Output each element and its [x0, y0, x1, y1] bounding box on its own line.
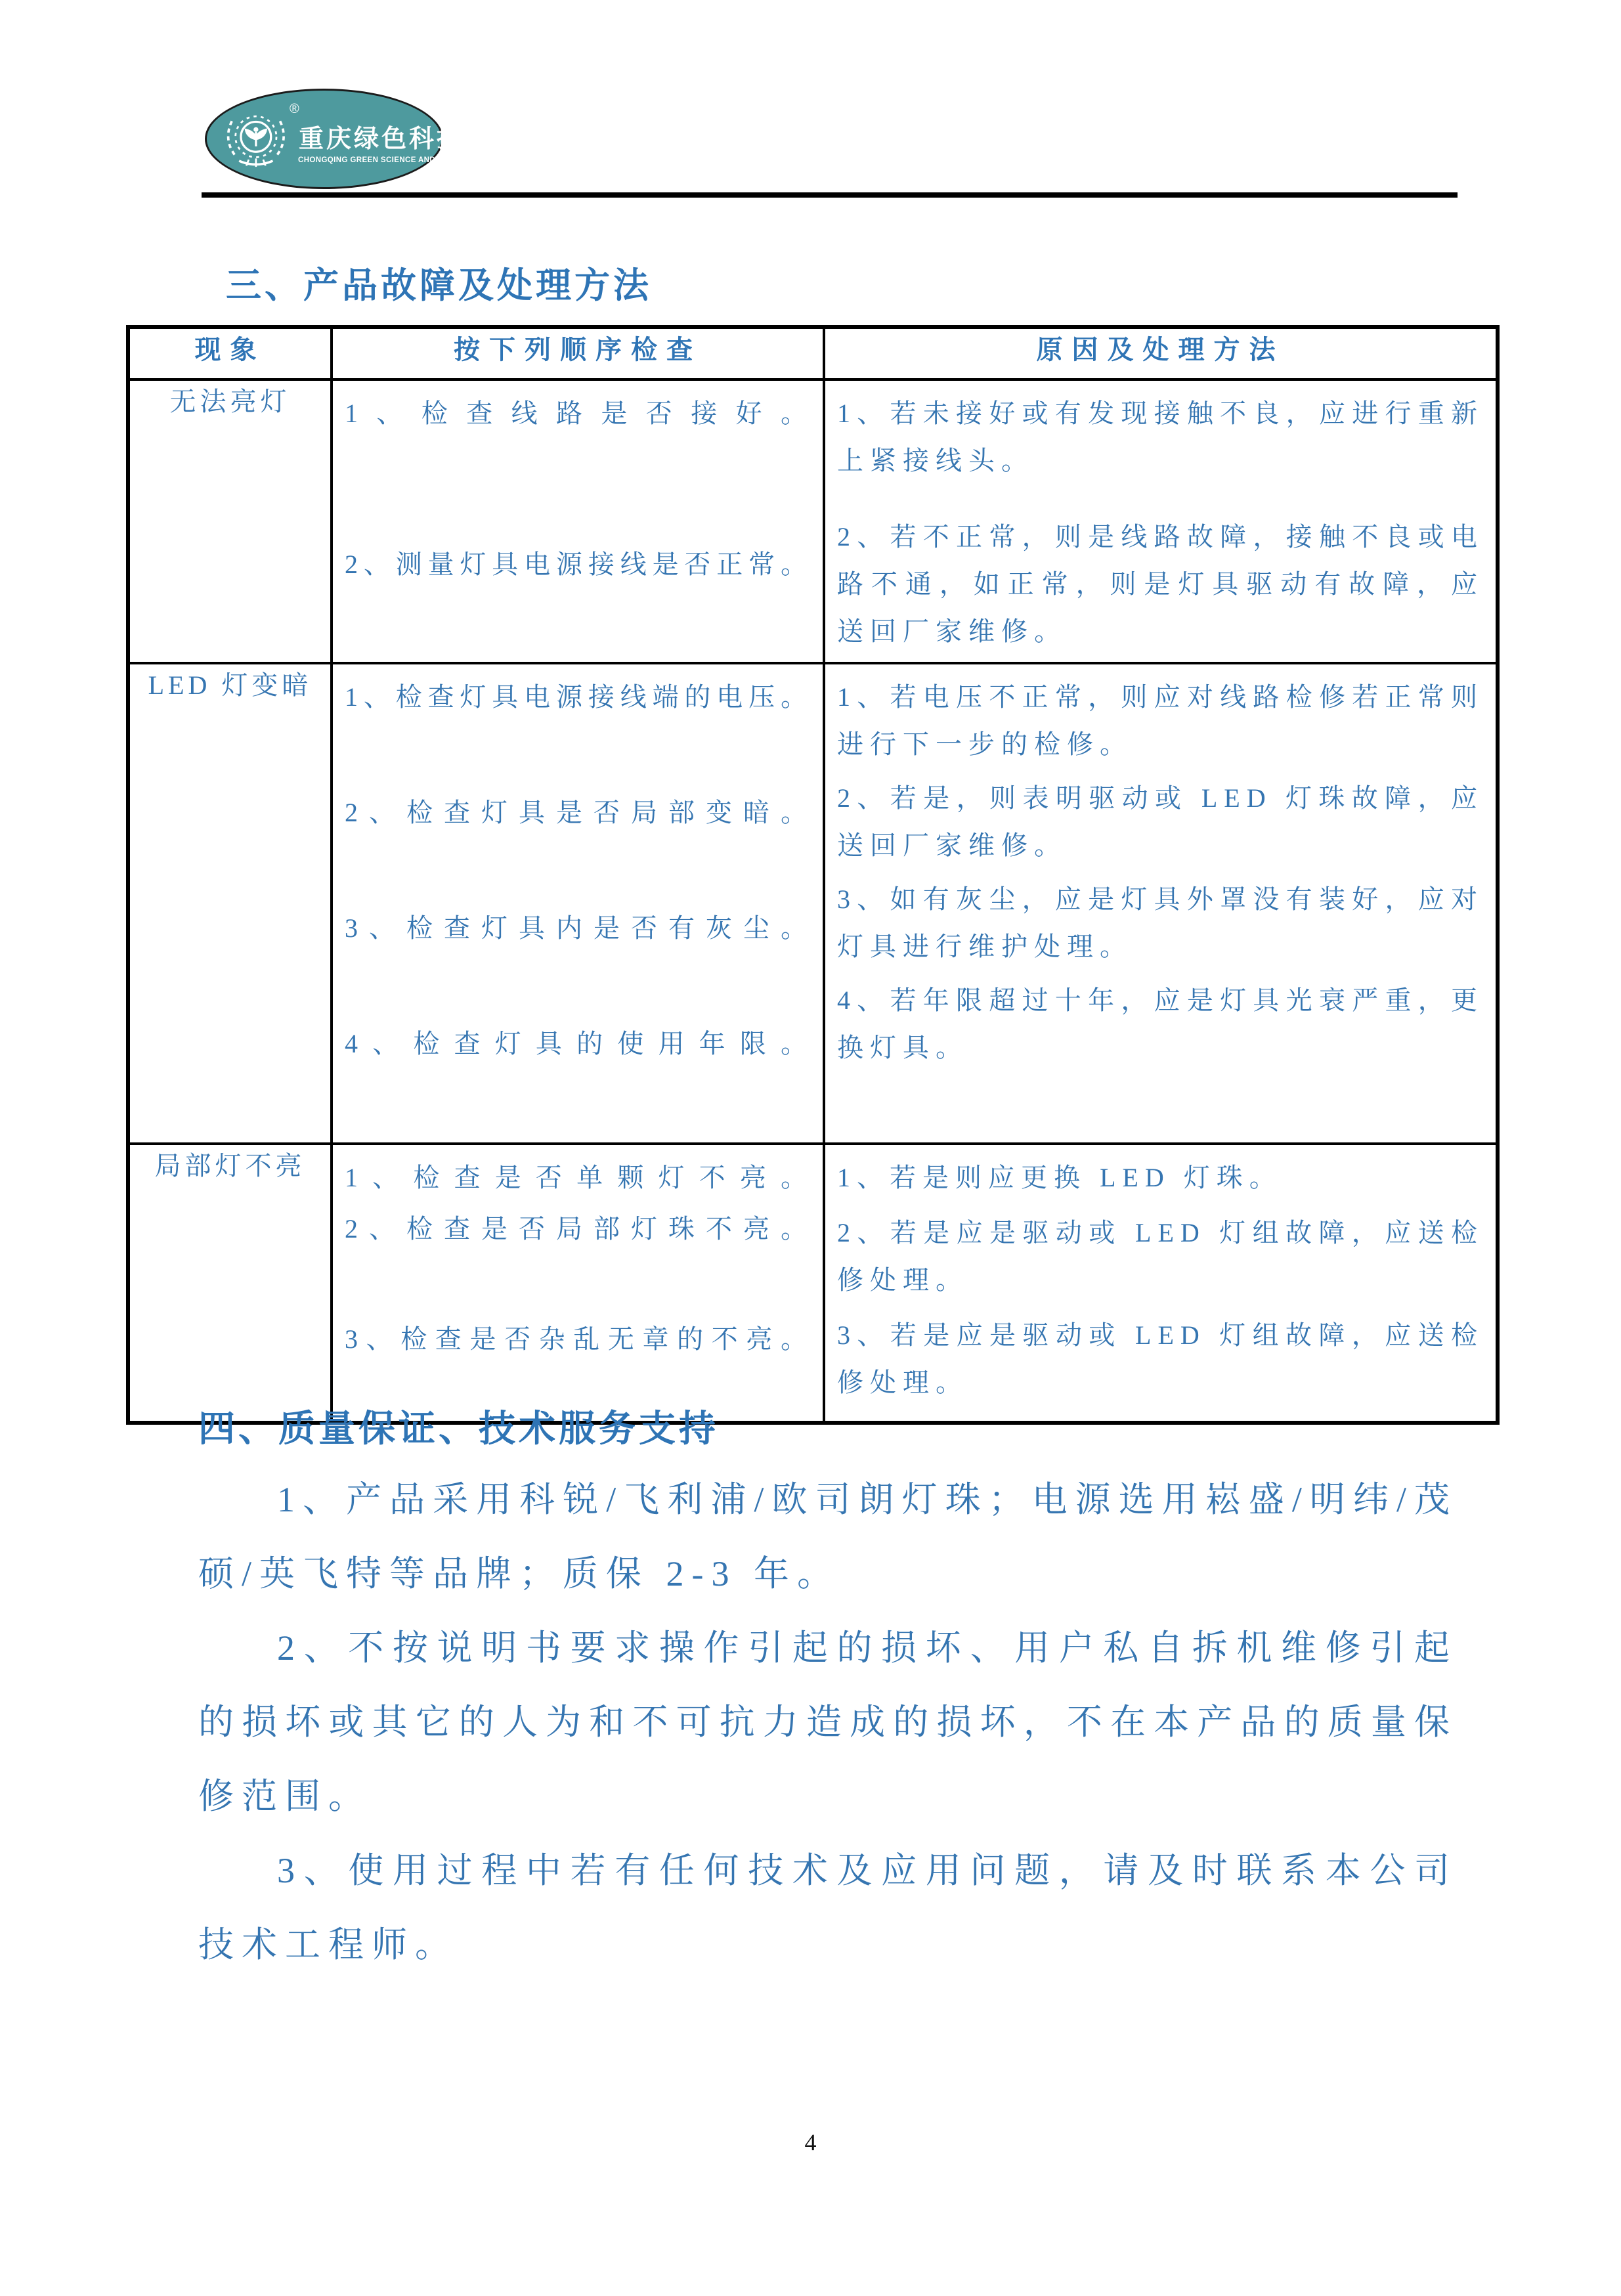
- table-row: [128, 379, 1498, 663]
- fault-table-header-row: [128, 327, 1498, 379]
- cause-item: 1、若是则应更换 LED 灯珠。: [837, 1163, 1282, 1192]
- cause-item: 1、若电压不正常，则应对线路检修若正常则进行下一步的检修。: [837, 682, 1484, 759]
- check-item: 4、检查灯具的使用年限。: [345, 1029, 811, 1058]
- quality-paragraph-1: 1、产品采用科锐/飞利浦/欧司朗灯珠；电源选用崧盛/明纬/茂硕/英飞特等品牌；质保 2-3 年。: [198, 1480, 1458, 1593]
- check-item: 2、检查灯具是否局部变暗。: [345, 798, 811, 827]
- quality-paragraph-2: 2、不按说明书要求操作引起的损坏、用户私自拆机维修引起的损坏或其它的人为和不可抗力造成的损坏，不在本产品的质量保修范围。: [198, 1628, 1458, 1816]
- phenomenon-cell: 无法亮灯: [128, 379, 332, 663]
- check-item: 3、检查是否杂乱无章的不亮。: [345, 1324, 811, 1354]
- logo-company-name-en: CHONGQING GREEN SCIENCE AND TECHNOLOG: [298, 156, 488, 164]
- column-header-phenomenon: 现象: [128, 327, 332, 379]
- check-item: 3、检查灯具内是否有灰尘。: [345, 913, 811, 943]
- header-divider: [202, 192, 1458, 198]
- column-header-check-order: 按下列顺序检查: [332, 327, 824, 379]
- registered-trademark-icon: ®: [290, 102, 299, 116]
- section4-title: 四、质量保证、技术服务支持: [198, 1409, 719, 1450]
- check-item: 1、检查灯具电源接线端的电压。: [345, 682, 811, 712]
- phenomenon-cell: LED 灯变暗: [128, 663, 332, 1144]
- check-item: 1、检查是否单颗灯不亮。: [345, 1163, 811, 1192]
- laurel-emblem-icon: [219, 108, 291, 171]
- quality-paragraphs: [198, 1463, 1458, 1982]
- company-logo: [205, 89, 488, 189]
- cause-item: 2、若不正常，则是线路故障，接触不良或电路不通，如正常，则是灯具驱动有故障，应送回厂家维修。: [837, 522, 1484, 646]
- checks-cell: [332, 1144, 824, 1423]
- cause-item: 2、若是应是驱动或 LED 灯组故障，应送检修处理。: [837, 1218, 1484, 1295]
- check-item: 1、检查线路是否接好。: [345, 399, 811, 428]
- checks-cell: [332, 663, 824, 1144]
- cause-item: 2、若是，则表明驱动或 LED 灯珠故障，应送回厂家维修。: [837, 783, 1484, 860]
- causes-cell: [824, 663, 1498, 1144]
- table-row: [128, 1144, 1498, 1423]
- page-number: 4: [804, 2129, 817, 2155]
- checks-cell: [332, 379, 824, 663]
- cause-item: 3、若是应是驱动或 LED 灯组故障，应送检修处理。: [837, 1320, 1484, 1397]
- table-row: [128, 663, 1498, 1144]
- check-item: 2、测量灯具电源接线是否正常。: [345, 550, 811, 579]
- causes-cell: [824, 1144, 1498, 1423]
- cause-item: 4、若年限超过十年，应是灯具光衰严重，更换灯具。: [837, 986, 1484, 1062]
- cause-item: 1、若未接好或有发现接触不良，应进行重新上紧接线头。: [837, 399, 1484, 475]
- section3-title: 三、产品故障及处理方法: [226, 266, 652, 305]
- column-header-cause-handling: 原因及处理方法: [824, 327, 1498, 379]
- causes-cell: [824, 379, 1498, 663]
- logo-company-name-cn: 重庆绿色科技: [299, 125, 465, 153]
- cause-item: 3、如有灰尘，应是灯具外罩没有装好，应对灯具进行维护处理。: [837, 884, 1484, 961]
- check-item: 2、检查是否局部灯珠不亮。: [345, 1214, 811, 1244]
- phenomenon-cell: 局部灯不亮: [128, 1144, 332, 1423]
- quality-paragraph-3: 3、使用过程中若有任何技术及应用问题，请及时联系本公司技术工程师。: [198, 1851, 1458, 1964]
- fault-table: [126, 325, 1500, 1425]
